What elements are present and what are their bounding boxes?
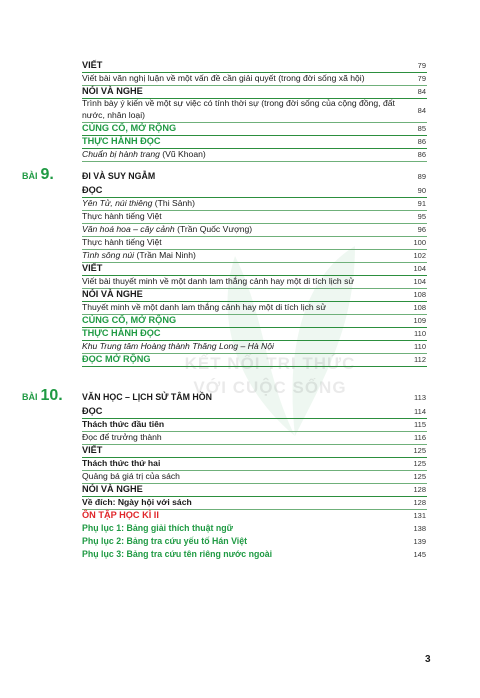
toc-entry-title bbox=[82, 223, 252, 236]
page-number: 3 bbox=[425, 654, 431, 665]
toc-entry-page: 110 bbox=[414, 342, 426, 351]
lesson-badge-lesson9 bbox=[22, 166, 54, 186]
toc-entry-title: ĐỌC bbox=[82, 406, 103, 416]
toc-entry-title: NÓI VÀ NGHE bbox=[82, 86, 143, 96]
toc-entry[interactable] bbox=[82, 405, 440, 418]
toc-entry[interactable] bbox=[82, 85, 440, 98]
toc-entry-page: 104 bbox=[413, 277, 426, 286]
toc-entry-page: 128 bbox=[413, 485, 426, 494]
lesson-title-lesson10[interactable] bbox=[82, 391, 440, 404]
toc-entry-title: THỰC HÀNH ĐỌC bbox=[82, 328, 161, 338]
toc-entry[interactable] bbox=[82, 223, 440, 236]
toc-entry-title: Thách thức đầu tiên bbox=[82, 419, 165, 429]
toc-entry-work-title: Văn hoá hoa – cây cảnh bbox=[82, 224, 175, 234]
toc-entry-page: 90 bbox=[417, 186, 426, 195]
lesson-number: 9. bbox=[40, 166, 54, 183]
toc-entry[interactable] bbox=[82, 483, 440, 496]
toc-entry-title: NÓI VÀ NGHE bbox=[82, 484, 143, 494]
toc-entry-author: (Trần Quốc Vượng) bbox=[174, 224, 253, 234]
toc-entry-page: 85 bbox=[417, 124, 426, 133]
toc-entry-page: 125 bbox=[413, 446, 426, 455]
toc-entry[interactable] bbox=[82, 353, 440, 366]
toc-entry[interactable] bbox=[82, 275, 440, 288]
toc-entry-title: Thuyết minh về một danh lam thắng cảnh hay một di tích lịch sử bbox=[82, 302, 327, 312]
toc-entry-author: (Trần Mai Ninh) bbox=[134, 250, 196, 260]
toc-entry[interactable] bbox=[82, 122, 440, 135]
toc-entry-page: 115 bbox=[414, 420, 426, 429]
toc-entry-title: Thực hành tiếng Việt bbox=[82, 211, 162, 221]
lesson-word: BÀI bbox=[22, 171, 38, 181]
toc-entry-title: THỰC HÀNH ĐỌC bbox=[82, 136, 161, 146]
toc-entry-work-title: Chuẩn bị hành trang bbox=[82, 149, 160, 159]
toc-entry-title: VIẾT bbox=[82, 263, 103, 273]
toc-entry[interactable] bbox=[82, 496, 440, 509]
toc-entry-title: Viết bài thuyết minh về một danh lam thắng cảnh hay một di tích lịch sử bbox=[82, 276, 355, 286]
toc-entry-title: CỦNG CỐ, MỞ RỘNG bbox=[82, 315, 177, 325]
toc-entry[interactable] bbox=[82, 236, 440, 249]
toc-entry-page: 114 bbox=[414, 407, 426, 416]
toc-entry-page: 96 bbox=[417, 225, 426, 234]
toc-entry-page: 86 bbox=[417, 150, 426, 159]
toc-entry-title bbox=[82, 148, 206, 161]
toc-entry-page: 91 bbox=[417, 199, 426, 208]
toc-entry-page: 84 bbox=[417, 87, 426, 96]
lesson-title-lesson9[interactable] bbox=[82, 170, 440, 183]
toc-entry-title: Trình bày ý kiến về một sự việc có tính thời sự (trong đời sống của cộng đồng, đất nước, nhân loại) bbox=[82, 98, 395, 120]
toc-entry-work-title: Khu Trung tâm Hoàng thành Thăng Long – Hà Nội bbox=[82, 341, 274, 351]
toc-entry-page: 84 bbox=[417, 106, 426, 115]
watermark-line-2: VỚI CUỘC SỐNG bbox=[193, 378, 347, 397]
toc-entry[interactable] bbox=[82, 314, 440, 327]
toc-entry-title: Đọc để trưởng thành bbox=[82, 432, 162, 442]
toc-entry-page: 125 bbox=[413, 459, 426, 468]
toc-entry-page: 79 bbox=[417, 74, 426, 83]
toc-entry-page: 109 bbox=[413, 316, 426, 325]
toc-entry-title: Thách thức thứ hai bbox=[82, 458, 161, 468]
toc-entry[interactable] bbox=[82, 444, 440, 457]
toc-entry[interactable] bbox=[82, 148, 440, 161]
toc-entry[interactable] bbox=[82, 431, 440, 444]
toc-entry-title: ĐỌC bbox=[82, 185, 103, 195]
toc-entry-title: Quảng bá giá trị của sách bbox=[82, 471, 180, 481]
toc-entry-author: (Thi Sảnh) bbox=[152, 198, 195, 208]
toc-entry-page: 100 bbox=[413, 238, 426, 247]
toc-entry-page: 108 bbox=[413, 290, 426, 299]
toc-entry[interactable] bbox=[82, 522, 440, 535]
toc-entry-title: Thực hành tiếng Việt bbox=[82, 237, 162, 247]
toc-entry-author: (Vũ Khoan) bbox=[159, 149, 206, 159]
toc-entry[interactable] bbox=[82, 210, 440, 223]
toc-entry-title: Phụ lục 2: Bảng tra cứu yếu tố Hán Việt bbox=[82, 536, 248, 546]
toc-entry-page: 139 bbox=[413, 537, 426, 546]
toc-entry[interactable] bbox=[82, 288, 440, 301]
toc-entry[interactable] bbox=[82, 98, 440, 122]
toc-entry-page: 108 bbox=[413, 303, 426, 312]
toc-entry-page: 131 bbox=[413, 511, 426, 520]
toc-entry-page: 104 bbox=[413, 264, 426, 273]
toc-entry[interactable] bbox=[82, 59, 440, 72]
toc-entry-work-title: Tình sông núi bbox=[82, 250, 135, 260]
toc-entry[interactable] bbox=[82, 418, 440, 431]
toc-entry-title: VIẾT bbox=[82, 60, 103, 70]
toc-entry-title: Về đích: Ngày hội với sách bbox=[82, 497, 192, 507]
toc-entry[interactable] bbox=[82, 548, 440, 561]
toc-entry-title bbox=[82, 249, 196, 262]
lesson-title-text: VĂN HỌC – LỊCH SỬ TÂM HỒN bbox=[82, 392, 212, 402]
toc-entry[interactable] bbox=[82, 184, 440, 197]
toc-entry-page: 125 bbox=[413, 472, 426, 481]
toc-entry[interactable] bbox=[82, 262, 440, 275]
toc-entry-title bbox=[82, 197, 195, 210]
toc-entry-title: Phụ lục 3: Bảng tra cứu tên riêng nước ngoài bbox=[82, 549, 273, 559]
divider-line bbox=[82, 366, 427, 367]
lesson-badge-lesson10 bbox=[22, 387, 63, 407]
toc-entry[interactable] bbox=[82, 301, 440, 314]
lesson-number: 10. bbox=[40, 387, 63, 404]
toc-entry[interactable] bbox=[82, 249, 440, 262]
toc-entry-page: 86 bbox=[417, 137, 426, 146]
toc-entry-title: ĐỌC MỞ RỘNG bbox=[82, 354, 151, 364]
toc-entry-title: Viết bài văn nghị luận về một vấn đề cần giải quyết (trong đời sống xã hội) bbox=[82, 73, 365, 83]
toc-entry[interactable] bbox=[82, 340, 440, 353]
toc-entry[interactable] bbox=[82, 509, 440, 522]
toc-entry-title: Phụ lục 1: Bảng giải thích thuật ngữ bbox=[82, 523, 234, 533]
divider-line bbox=[82, 161, 427, 162]
watermark-line-1: KẾT NỐI TRI THỨC bbox=[184, 354, 356, 373]
lesson-word: BÀI bbox=[22, 392, 38, 402]
toc-entry-page: 95 bbox=[417, 212, 426, 221]
toc-entry-page: 102 bbox=[413, 251, 426, 260]
toc-entry-page: 138 bbox=[413, 524, 426, 533]
toc-entry-page: 145 bbox=[413, 550, 426, 559]
toc-entry[interactable] bbox=[82, 470, 440, 483]
toc-entry[interactable] bbox=[82, 197, 440, 210]
toc-entry[interactable] bbox=[82, 457, 440, 470]
toc-entry-page: 128 bbox=[413, 498, 426, 507]
toc-entry-page: 110 bbox=[414, 329, 426, 338]
toc-entry-page: 116 bbox=[414, 433, 426, 442]
lesson-title-text: ĐI VÀ SUY NGẪM bbox=[82, 171, 156, 181]
toc-entry-page: 112 bbox=[414, 355, 426, 364]
lesson-title-page: 89 bbox=[417, 172, 426, 181]
toc-entry[interactable] bbox=[82, 72, 440, 85]
toc-entry[interactable] bbox=[82, 327, 440, 340]
toc-entry-work-title: Yên Tử, núi thiêng bbox=[82, 198, 153, 208]
toc-entry-title: CỦNG CỐ, MỞ RỘNG bbox=[82, 123, 177, 133]
toc-entry-page: 79 bbox=[417, 61, 426, 70]
toc-entry-title: NÓI VÀ NGHE bbox=[82, 289, 143, 299]
toc-entry-title: VIẾT bbox=[82, 445, 103, 455]
toc-entry[interactable] bbox=[82, 135, 440, 148]
lesson-title-page: 113 bbox=[414, 393, 426, 402]
toc-entry[interactable] bbox=[82, 535, 440, 548]
toc-entry-title: ÔN TẬP HỌC KÌ II bbox=[82, 510, 159, 520]
toc-entry-title bbox=[82, 340, 274, 353]
